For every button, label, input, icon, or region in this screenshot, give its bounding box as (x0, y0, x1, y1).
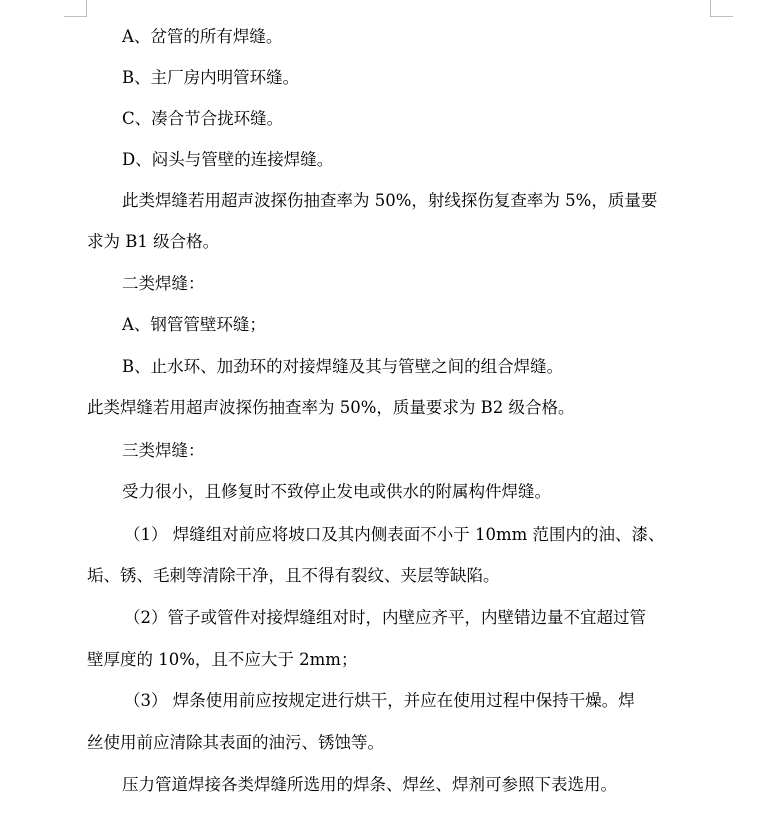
text-line: B、止水环、加劲环的对接焊缝及其与管壁之间的组合焊缝。 (122, 357, 564, 376)
text-line: D、闷头与管壁的连接焊缝。 (122, 150, 334, 169)
text-line: C、凑合节合拢环缝。 (122, 109, 284, 128)
text-line: （2）管子或管件对接焊缝组对时，内壁应齐平，内壁错边量不宜超过管 (124, 608, 646, 627)
text-line: A、钢管管壁环缝； (122, 315, 266, 334)
text-line: A、岔管的所有焊缝。 (122, 27, 283, 46)
text-line: （3） 焊条使用前应按规定进行烘干，并应在使用过程中保持干燥。焊 (124, 691, 635, 710)
text-line: 丝使用前应清除其表面的油污、锈蚀等。 (87, 733, 384, 752)
text-line: （1） 焊缝组对前应将坡口及其内侧表面不小于 10mm 范围内的油、漆、 (124, 525, 665, 544)
section-heading: 二类焊缝： (122, 274, 205, 293)
text-line: 此类焊缝若用超声波探伤抽查率为 50%，射线探伤复查率为 5%，质量要 (122, 191, 658, 210)
text-line: 压力管道焊接各类焊缝所选用的焊条、焊丝、焊剂可参照下表选用。 (122, 775, 617, 794)
section-heading: 三类焊缝： (122, 441, 205, 460)
text-line: 此类焊缝若用超声波探伤抽查率为 50%，质量要求为 B2 级合格。 (87, 398, 575, 417)
text-line: 垢、锈、毛刺等清除干净，且不得有裂纹、夹层等缺陷。 (87, 566, 500, 585)
text-line: 求为 B1 级合格。 (87, 232, 220, 251)
text-line: 受力很小，且修复时不致停止发电或供水的附属构件焊缝。 (122, 482, 551, 501)
text-line: 壁厚度的 10%，且不应大于 2mm； (87, 650, 358, 669)
text-line: B、主厂房内明管环缝。 (122, 68, 300, 87)
